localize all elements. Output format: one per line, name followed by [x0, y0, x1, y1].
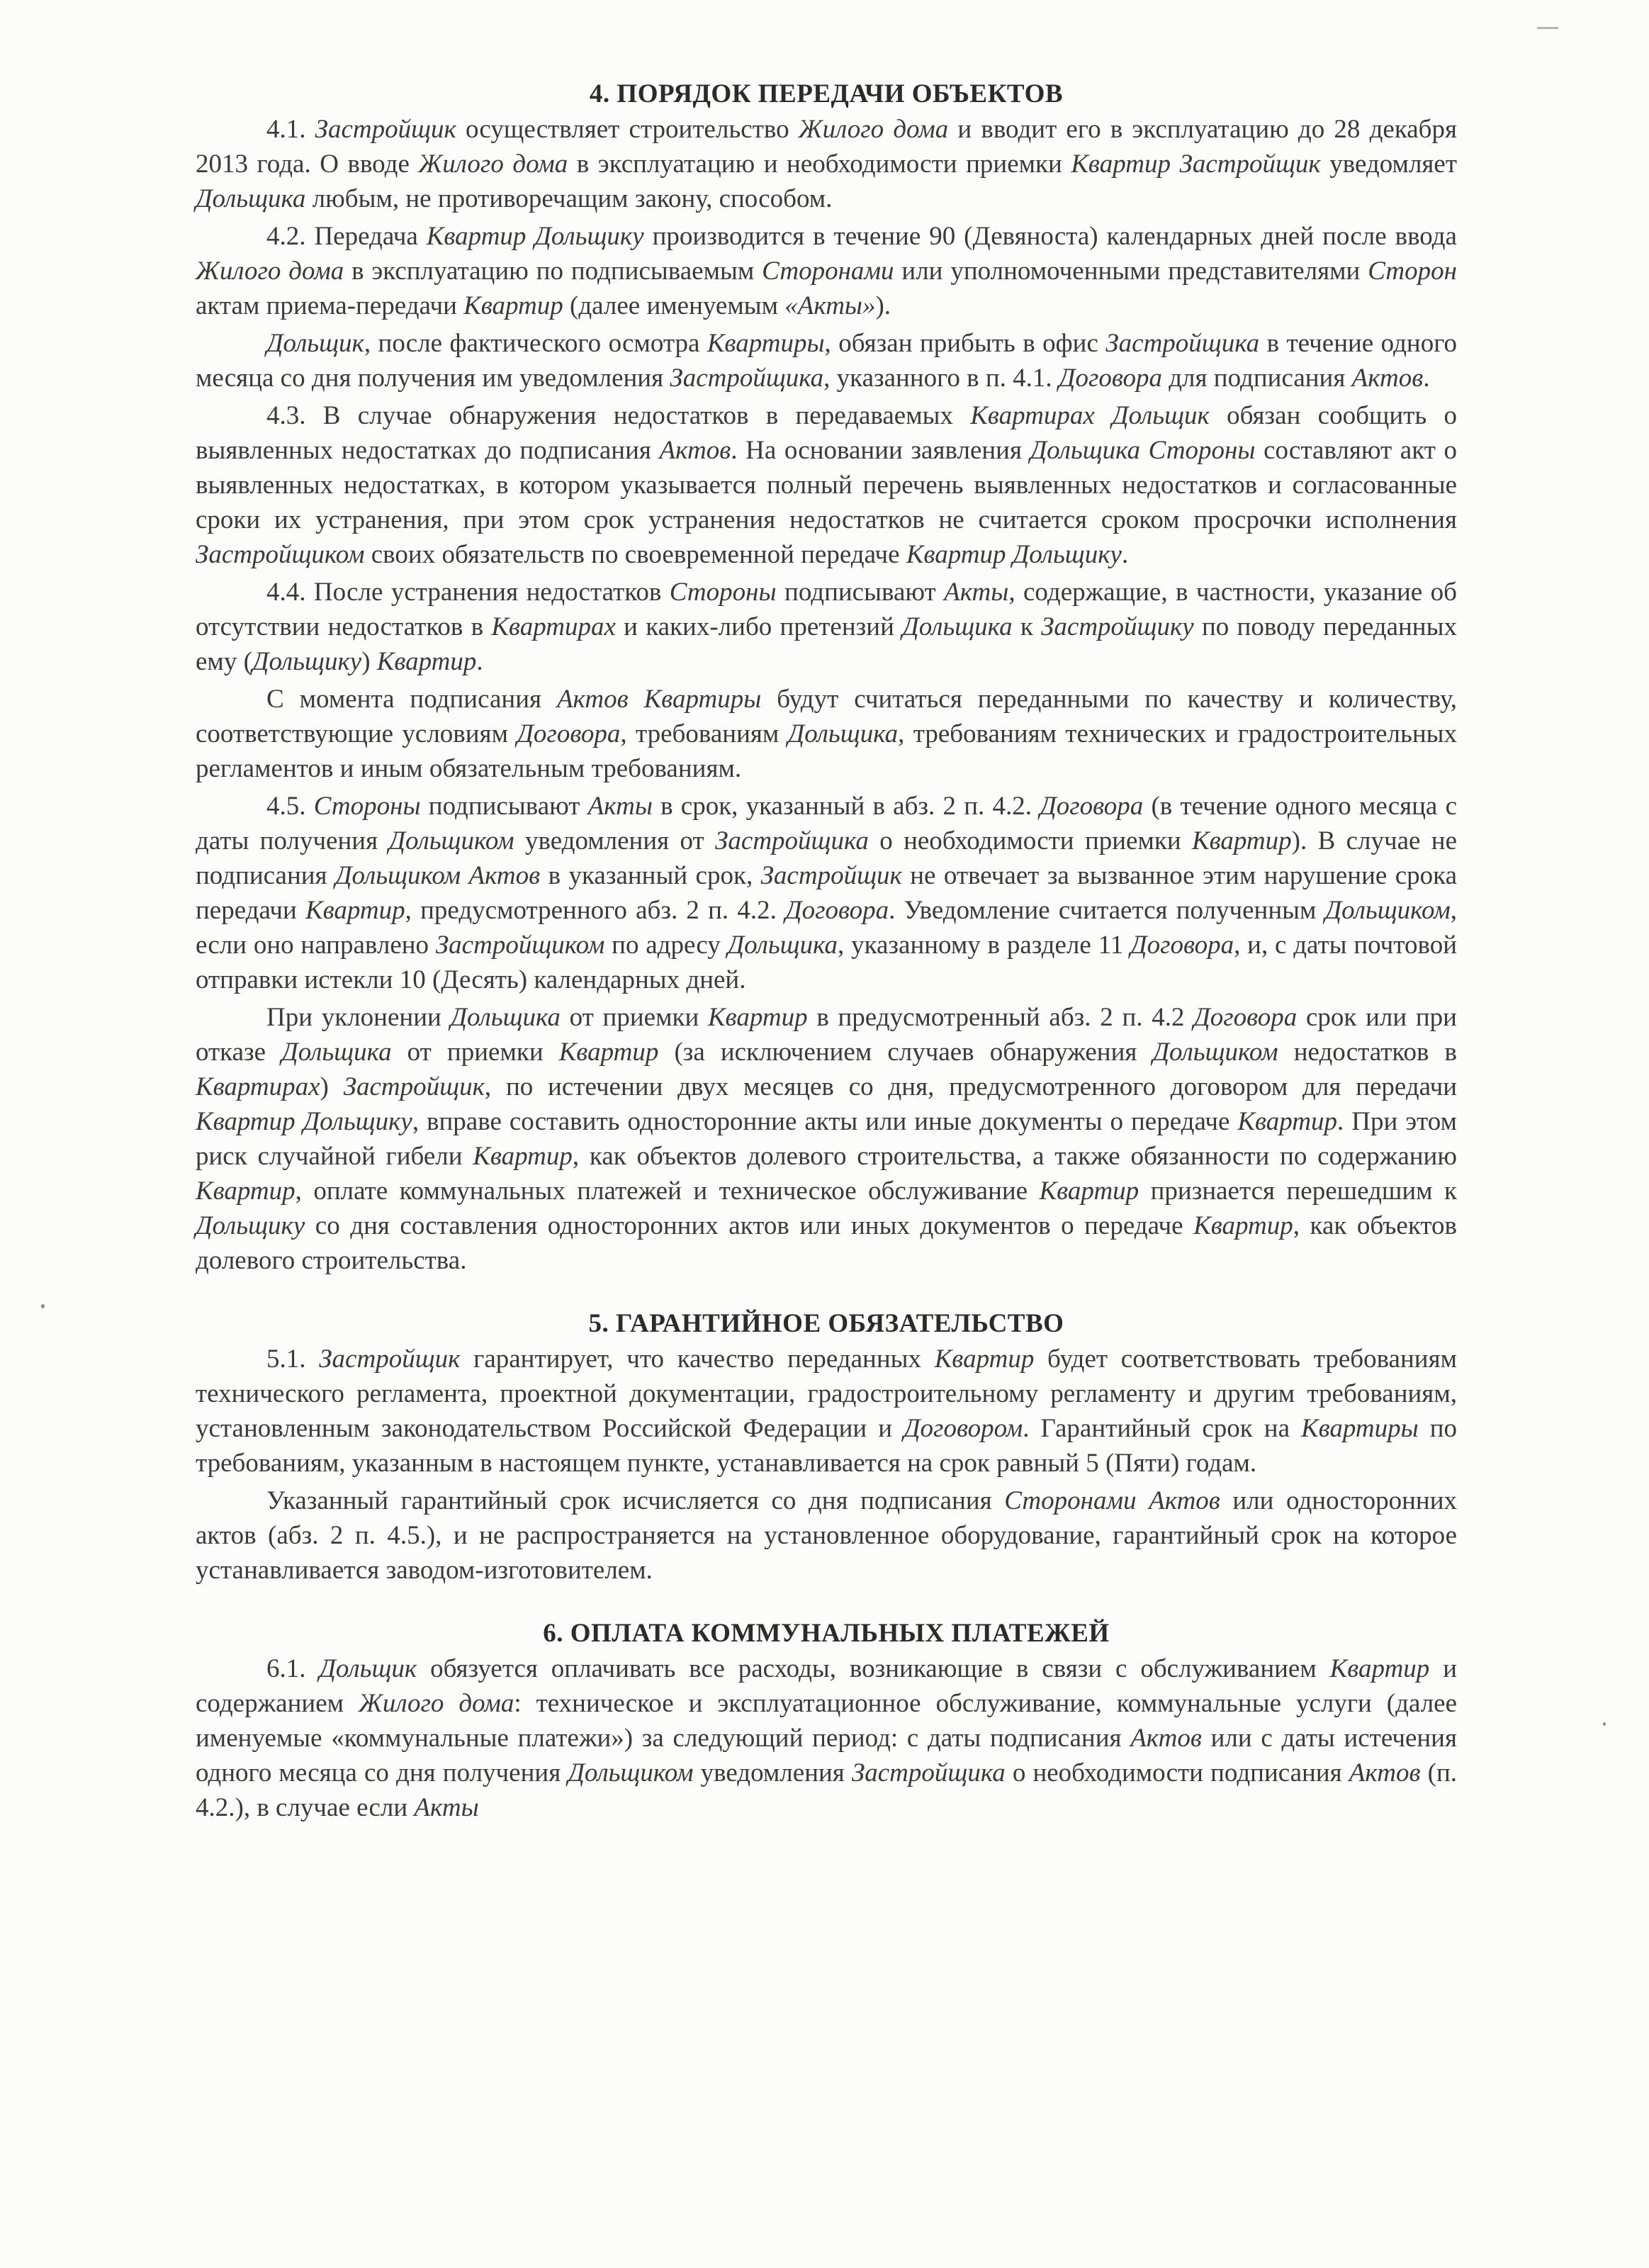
- scan-speck: [41, 1304, 45, 1308]
- scan-mark: [1537, 27, 1558, 29]
- paragraph-4-1: 4.1. Застройщик осуществляет строительство Жилого дома и вводит его в эксплуатацию до 28 декабря 2013 года. О вводе Жилого дома в эксплуатацию и необходимости приемки Квартир Застройщик уведомляет Дольщика любым, не противоречащим закону, способом.: [196, 115, 1458, 213]
- paragraph-4-4-b: С момента подписания Актов Квартиры будут считаться переданными по качеству и количеству, соответствующие условиям Договора, требованиям Дольщика, требованиям технических и градостроительных регламентов и иным обязательным требованиям.: [196, 685, 1457, 783]
- paragraph-5-1: 5.1. Застройщик гарантирует, что качество переданных Квартир будет соответствовать требованиям технического регламента, проектной документации, градостроительному регламенту и другим требованиям, установленным законодательством Российской Федерации и Договором. Гарантийный срок на Квартиры по требованиям, указанным в настоящем пункте, устанавливается на срок равный 5 (Пяти) годам.: [196, 1344, 1458, 1478]
- paragraph-4-2-b: Дольщик, после фактического осмотра Квартиры, обязан прибыть в офис Застройщика в течение одного месяца со дня получения им уведомления Застройщика, указанного в п. 4.1. Договора для подписания Актов.: [196, 329, 1457, 393]
- paragraph-4-5-b: При уклонении Дольщика от приемки Квартир в предусмотренный абз. 2 п. 4.2 Договора срок или при отказе Дольщика от приемки Квартир (за исключением случаев обнаружения Дольщиком недостатков в Квартирах) Застройщик, по истечении двух месяцев со дня, предусмотренного договором для передачи Квартир Дольщику, вправе составить односторонние акты или иные документы о передаче Квартир. При этом риск случайной гибели Квартир, как объектов долевого строительства, а также обязанности по содержанию Квартир, оплате коммунальных платежей и техническое обслуживание Квартир признается перешедшим к Дольщику со дня составления односторонних актов или иных документов о передаче Квартир, как объектов долевого строительства.: [196, 1003, 1458, 1275]
- section-heading: 5. ГАРАНТИЙНОЕ ОБЯЗАТЕЛЬСТВО: [588, 1309, 1064, 1338]
- document-body: [196, 77, 1457, 1825]
- paragraph-4-5: 4.5. Стороны подписывают Акты в срок, указанный в абз. 2 п. 4.2. Договора (в течение одного месяца с даты получения Дольщиком уведомления от Застройщика о необходимости приемки Квартир). В случае не подписания Дольщиком Актов в указанный срок, Застройщик не отвечает за вызванное этим нарушение срока передачи Квартир, предусмотренного абз. 2 п. 4.2. Договора. Уведомление считается полученным Дольщиком, если оно направлено Застройщиком по адресу Дольщика, указанному в разделе 11 Договора, и, с даты почтовой отправки истекли 10 (Десять) календарных дней.: [196, 792, 1458, 994]
- paragraph-6-1: 6.1. Дольщик обязуется оплачивать все расходы, возникающие в связи с обслуживанием Квартир и содержанием Жилого дома: техническое и эксплуатационное обслуживание, коммунальные услуги (далее именуемые «коммунальные платежи») за следующий период: с даты подписания Актов или с даты истечения одного месяца со дня получения Дольщиком уведомления Застройщика о необходимости подписания Актов (п. 4.2.), в случае если Акты: [196, 1654, 1458, 1822]
- paragraph-4-4: 4.4. После устранения недостатков Стороны подписывают Акты, содержащие, в частности, указание об отсутствии недостатков в Квартирах и каких-либо претензий Дольщика к Застройщику по поводу переданных ему (Дольщику) Квартир.: [196, 578, 1457, 676]
- paragraph-4-3: 4.3. В случае обнаружения недостатков в передаваемых Квартирах Дольщик обязан сообщить о выявленных недостатках до подписания Актов. На основании заявления Дольщика Стороны составляют акт о выявленных недостатках, в котором указывается полный перечень выявленных недостатков и согласованные сроки их устранения, при этом срок устранения недостатков не считается сроком просрочки исполнения Застройщиком своих обязательств по своевременной передаче Квартир Дольщику.: [196, 401, 1457, 569]
- scan-speck: [1603, 1722, 1606, 1726]
- paragraph-5-1-b: Указанный гарантийный срок исчисляется со дня подписания Сторонами Актов или односторонних актов (абз. 2 п. 4.5.), и не распространяется на установленное оборудование, гарантийный срок на которое устанавливается заводом-изготовителем.: [196, 1486, 1458, 1585]
- section-heading: 6. ОПЛАТА КОММУНАЛЬНЫХ ПЛАТЕЖЕЙ: [543, 1619, 1110, 1648]
- section-5: [196, 1306, 1457, 1588]
- section-6: [196, 1616, 1457, 1825]
- section-4: [196, 77, 1457, 1278]
- paragraph-4-2: 4.2. Передача Квартир Дольщику производится в течение 90 (Девяноста) календарных дней после ввода Жилого дома в эксплуатацию по подписываемым Сторонами или уполномоченными представителями Сторон актам приема-передачи Квартир (далее именуемым «Акты»).: [196, 222, 1457, 320]
- section-heading: 4. ПОРЯДОК ПЕРЕДАЧИ ОБЪЕКТОВ: [589, 79, 1064, 108]
